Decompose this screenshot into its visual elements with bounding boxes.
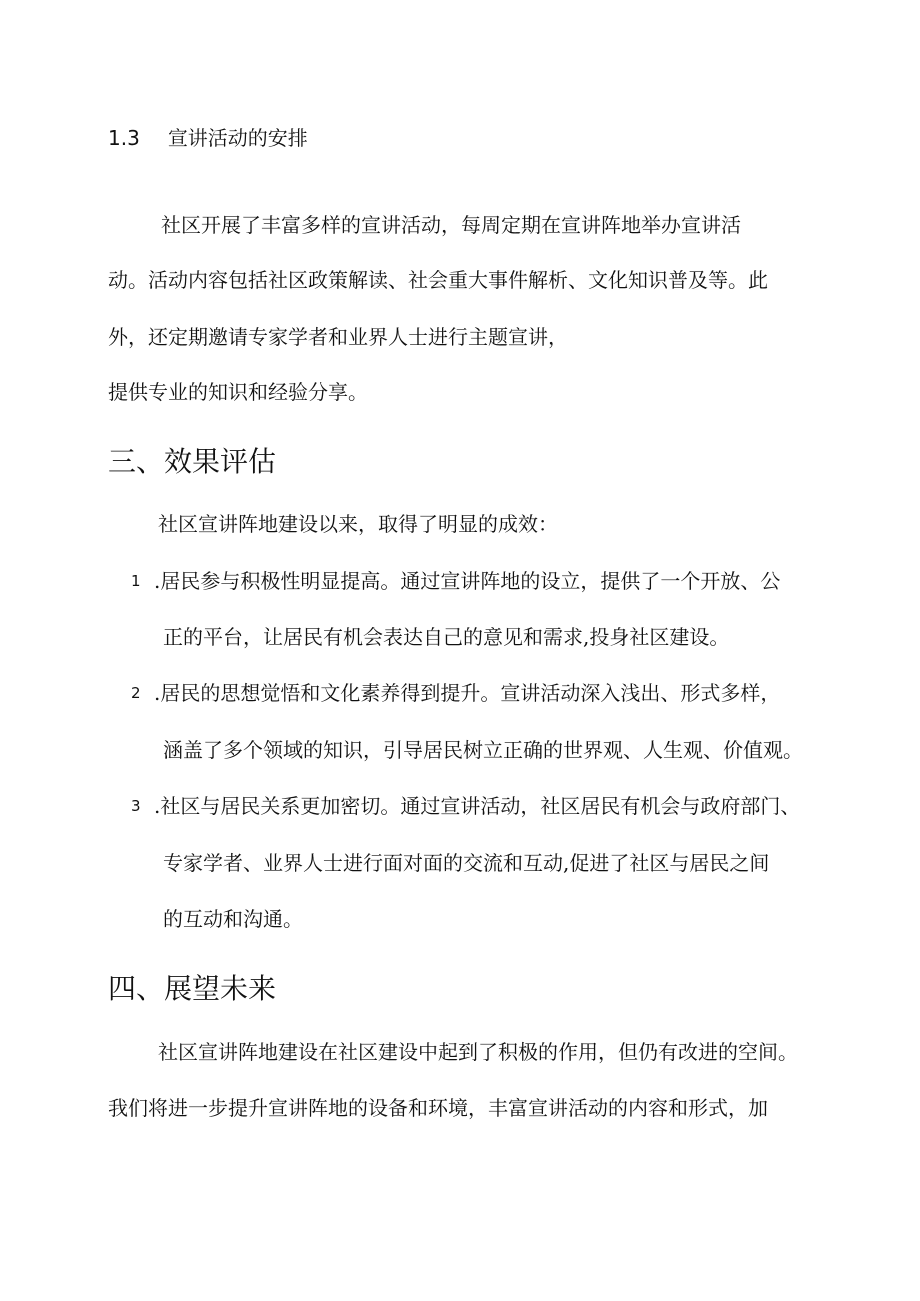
section-4-heading: 四、展望未来: [108, 972, 277, 1005]
paragraph-line: 社区开展了丰富多样的宣讲活动，每周定期在宣讲阵地举办宣讲活: [161, 213, 741, 237]
list-item-number: 1: [131, 572, 141, 590]
list-item-number: 3: [131, 797, 141, 815]
section-title: 宣讲活动的安排: [167, 126, 308, 150]
paragraph-line: 我们将进一步提升宣讲阵地的设备和环境，丰富宣讲活动的内容和形式，加: [108, 1096, 768, 1120]
paragraph-line: 外，还定期邀请专家学者和业界人士进行主题宣讲，: [108, 325, 568, 349]
section-number: 1.3: [108, 126, 140, 150]
list-item-line: .居民的思想觉悟和文化素养得到提升。宣讲活动深入浅出、形式多样，: [154, 681, 781, 705]
list-item-line: 涵盖了多个领域的知识，引导居民树立正确的世界观、人生观、价值观。: [163, 738, 803, 762]
list-item-number: 2: [131, 684, 141, 702]
list-item-line: .居民参与积极性明显提高。通过宣讲阵地的设立，提供了一个开放、公: [154, 569, 781, 593]
paragraph-line: 社区宣讲阵地建设在社区建设中起到了积极的作用，但仍有改进的空间。: [158, 1040, 798, 1064]
paragraph-line: 动。活动内容包括社区政策解读、社会重大事件解析、文化知识普及等。此: [108, 268, 768, 292]
list-item-line: 专家学者、业界人士进行面对面的交流和互动,促进了社区与居民之间: [163, 851, 770, 875]
section-3-intro: 社区宣讲阵地建设以来，取得了明显的成效：: [158, 512, 558, 536]
list-item-line: 的互动和沟通。: [163, 907, 303, 931]
list-item-line: .社区与居民关系更加密切。通过宣讲活动，社区居民有机会与政府部门、: [154, 794, 801, 818]
list-item-line: 正的平台，让居民有机会表达自己的意见和需求,投身社区建设。: [163, 625, 730, 649]
section-3-heading: 三、效果评估: [108, 445, 277, 478]
section-1-3-heading: [108, 126, 308, 150]
paragraph-line: 提供专业的知识和经验分享。: [108, 380, 368, 404]
